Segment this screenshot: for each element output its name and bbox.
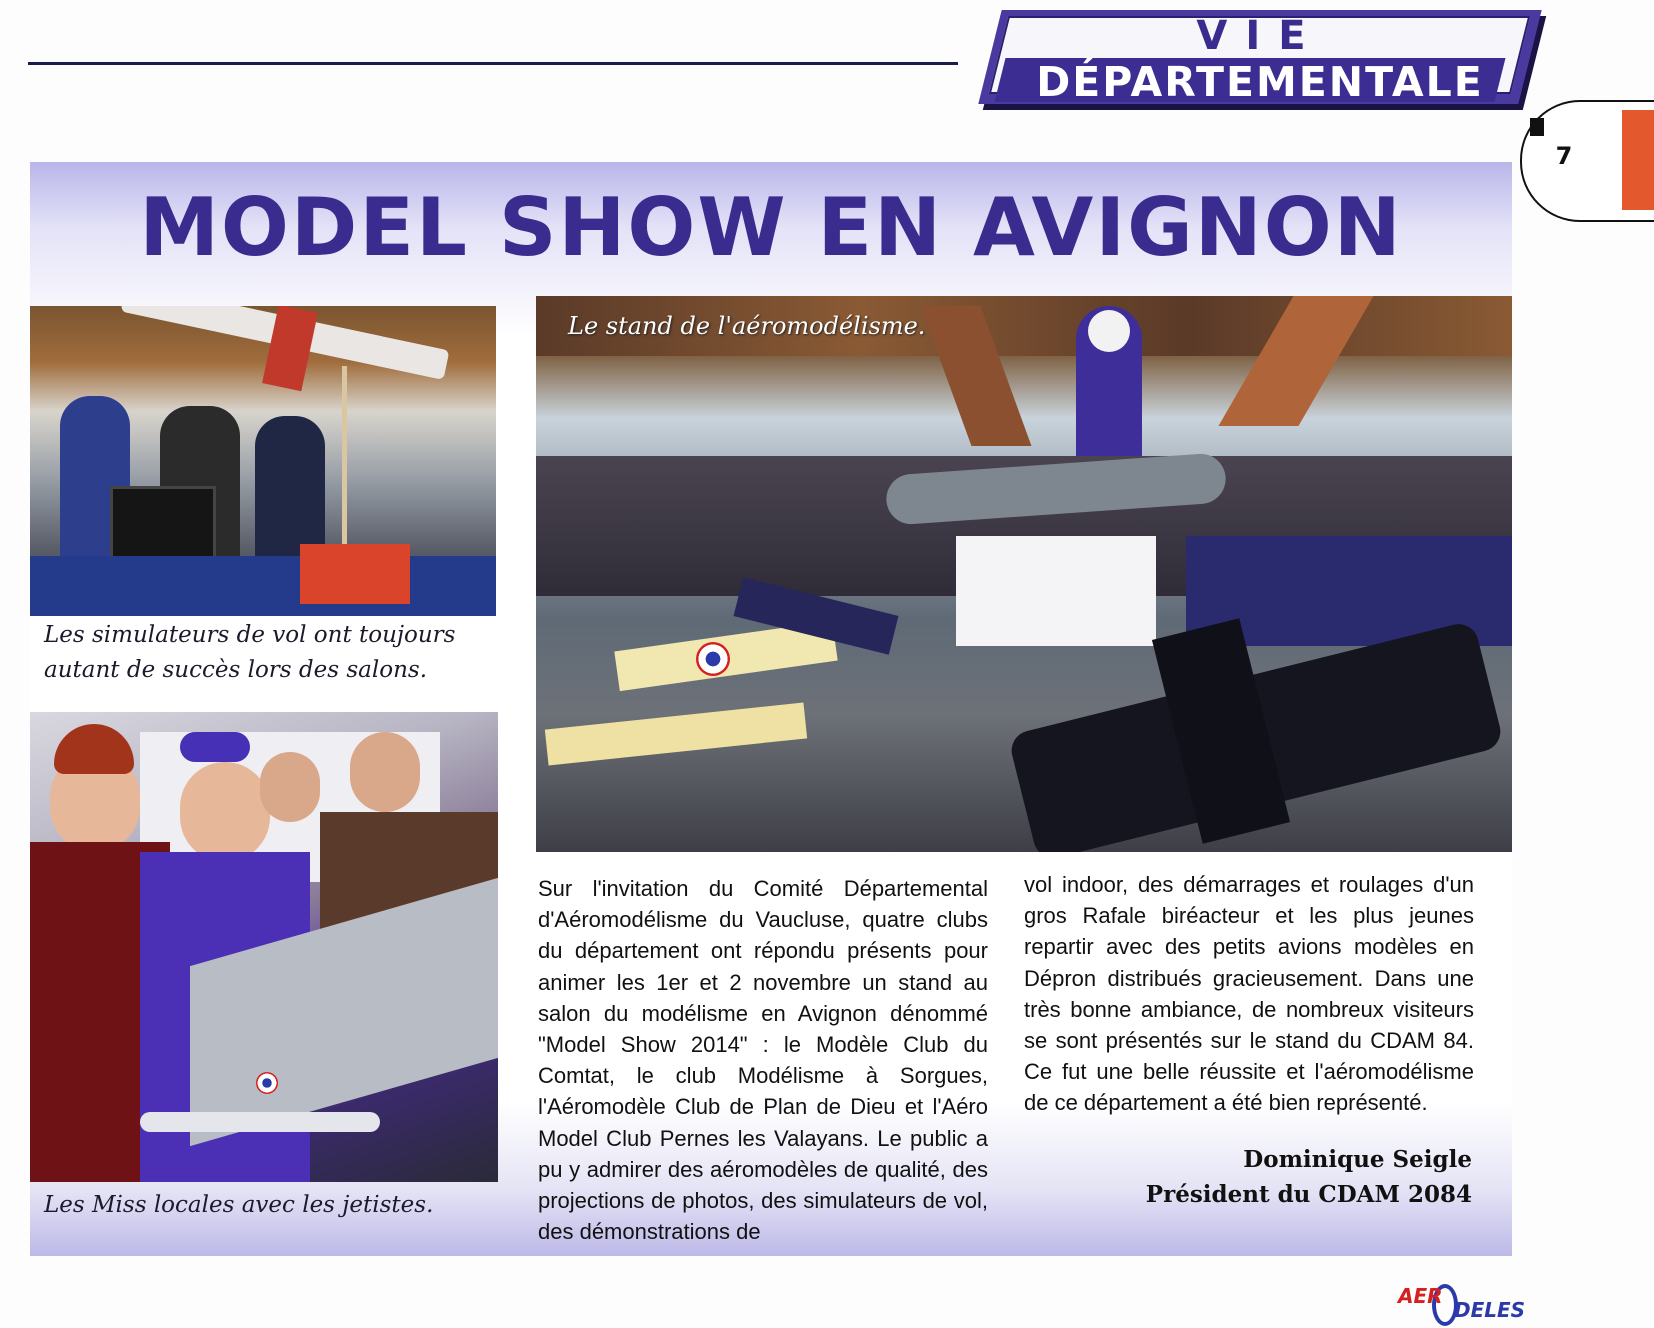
article-body-right: vol indoor, des démarrages et roulages d'un gros Rafale biréacteur et les plus jeunes repartir avec des petits avions modèles en Dépron distribués gracieusement. Dans une très bonne ambiance, de nombreux visiteurs se sont présentés sur le stand du CDAM 84. Ce fut une belle réussite et l'aéromodélisme de ce département a été bien représenté. — [1024, 872, 1474, 1116]
logo-text-bottom: DELES — [1454, 1298, 1526, 1322]
author-name: Dominique Seigle — [1243, 1146, 1472, 1173]
photo-local-miss — [30, 712, 498, 1182]
article-body-left: Sur l'invitation du Comité Départemental d'Aéromodélisme du Vaucluse, quatre clubs du département ont répondu présents pour animer les 1er et 2 novembre un stand au salon du modélisme en Avignon dénommé "Model Show 2014" : le Modèle Club du Comtat, le club Modélisme à Sorgues, l'Aéromodèle Club de Plan de Dieu et l'Aéro Model Club Pernes les Valayans. Le public a pu y admirer des aéromodèles de qualité, des projections de photos, des simulateurs de vol, des démonstrations de — [538, 876, 988, 1245]
section-label-line2: DÉPARTEMENTALE — [1036, 58, 1484, 106]
photo-flight-simulators — [30, 306, 496, 616]
article-signature — [1024, 1142, 1472, 1212]
author-title: Président du CDAM 2084 — [1145, 1181, 1472, 1208]
article-title: MODEL SHOW EN AVIGNON — [139, 181, 1403, 274]
caption-local-miss: Les Miss locales avec les jetistes. — [44, 1192, 434, 1218]
photo-caption-overlay: Le stand de l'aéromodélisme. — [568, 312, 926, 340]
aeromodeles-logo — [1398, 1284, 1548, 1324]
header-rule — [28, 62, 958, 65]
logo-text-top: AER — [1398, 1284, 1443, 1308]
photo-aeromodelling-stand — [536, 296, 1512, 852]
section-label — [990, 12, 1530, 106]
page-number: 7 — [1555, 142, 1573, 170]
page-tab-notch — [1530, 118, 1544, 136]
caption-flight-simulators: Les simulateurs de vol ont toujours autant de succès lors des salons. — [44, 622, 456, 683]
section-label-line1: VIE — [1196, 13, 1324, 59]
page-tab-accent — [1622, 110, 1654, 210]
